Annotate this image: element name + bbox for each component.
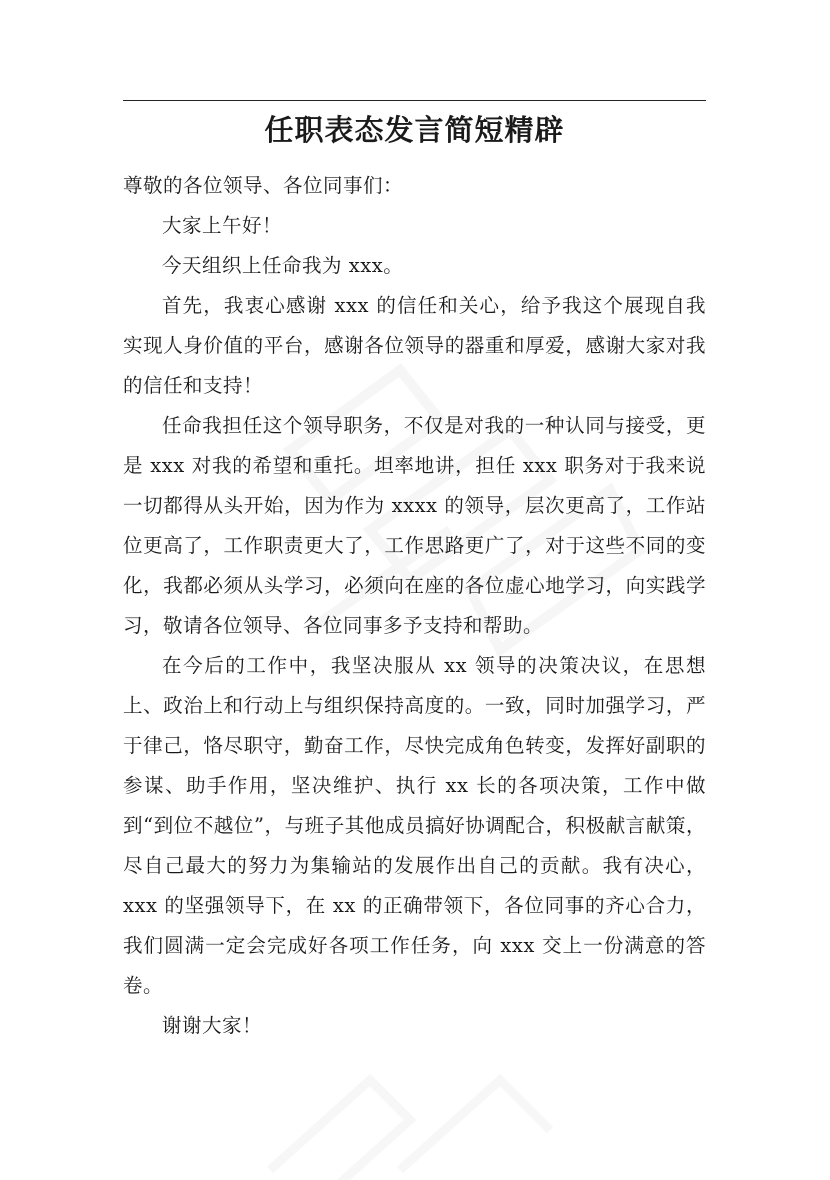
- paragraph-greeting: 大家上午好！: [162, 214, 283, 237]
- header-rule: [123, 100, 706, 101]
- paragraph-commitment: 在今后的工作中，我坚决服从 xx 领导的决策决议，在思想上、政治上和行动上与组织保持高度的。一致，同时加强学习，严于律己，恪尽职守，勤奋工作，尽快完成角色转变，发挥好副职的参谋、助手作用，坚决维护、执行 xx 长的各项决策，工作中做到“到位不越位”，与班子其他成员搞好协调配合，积极献言献策，尽自己最大的努力为集输站的发展作出自己的贡献。我有决心，xxx 的坚强领导下，在 xx 的正确带领下，各位同事的齐心合力，我们圆满一定会完成好各项工作任务，向 xxx 交上一份满意的答卷。: [123, 654, 706, 997]
- paragraph-responsibility: 任命我担任这个领导职务，不仅是对我的一种认同与接受，更是 xxx 对我的希望和重托。坦率地讲，担任 xxx 职务对于我来说一切都得从头开始，因为作为 xxxx 的领导，层次更高了，工作站位更高了，工作职责更大了，工作思路更广了，对于这些不同的变化，我都必须从头学习，必须向在座的各位虚心地学习，向实践学习，敬请各位领导、各位同事多予支持和帮助。: [123, 414, 706, 637]
- salutation: 尊敬的各位领导、各位同事们：: [123, 174, 404, 197]
- paragraph-closing: 谢谢大家！: [162, 1014, 263, 1037]
- paragraph-thanks: 首先，我衷心感谢 xxx 的信任和关心，给予我这个展现自我实现人身价值的平台，感谢各位领导的器重和厚爱，感谢大家对我的信任和支持！: [123, 294, 706, 397]
- document-title: 任职表态发言简短精辟: [264, 113, 565, 147]
- watermark-graphic-bottom: [250, 1040, 580, 1180]
- document-body: [123, 166, 706, 1046]
- paragraph-appointment: 今天组织上任命我为 xxx。: [162, 254, 404, 277]
